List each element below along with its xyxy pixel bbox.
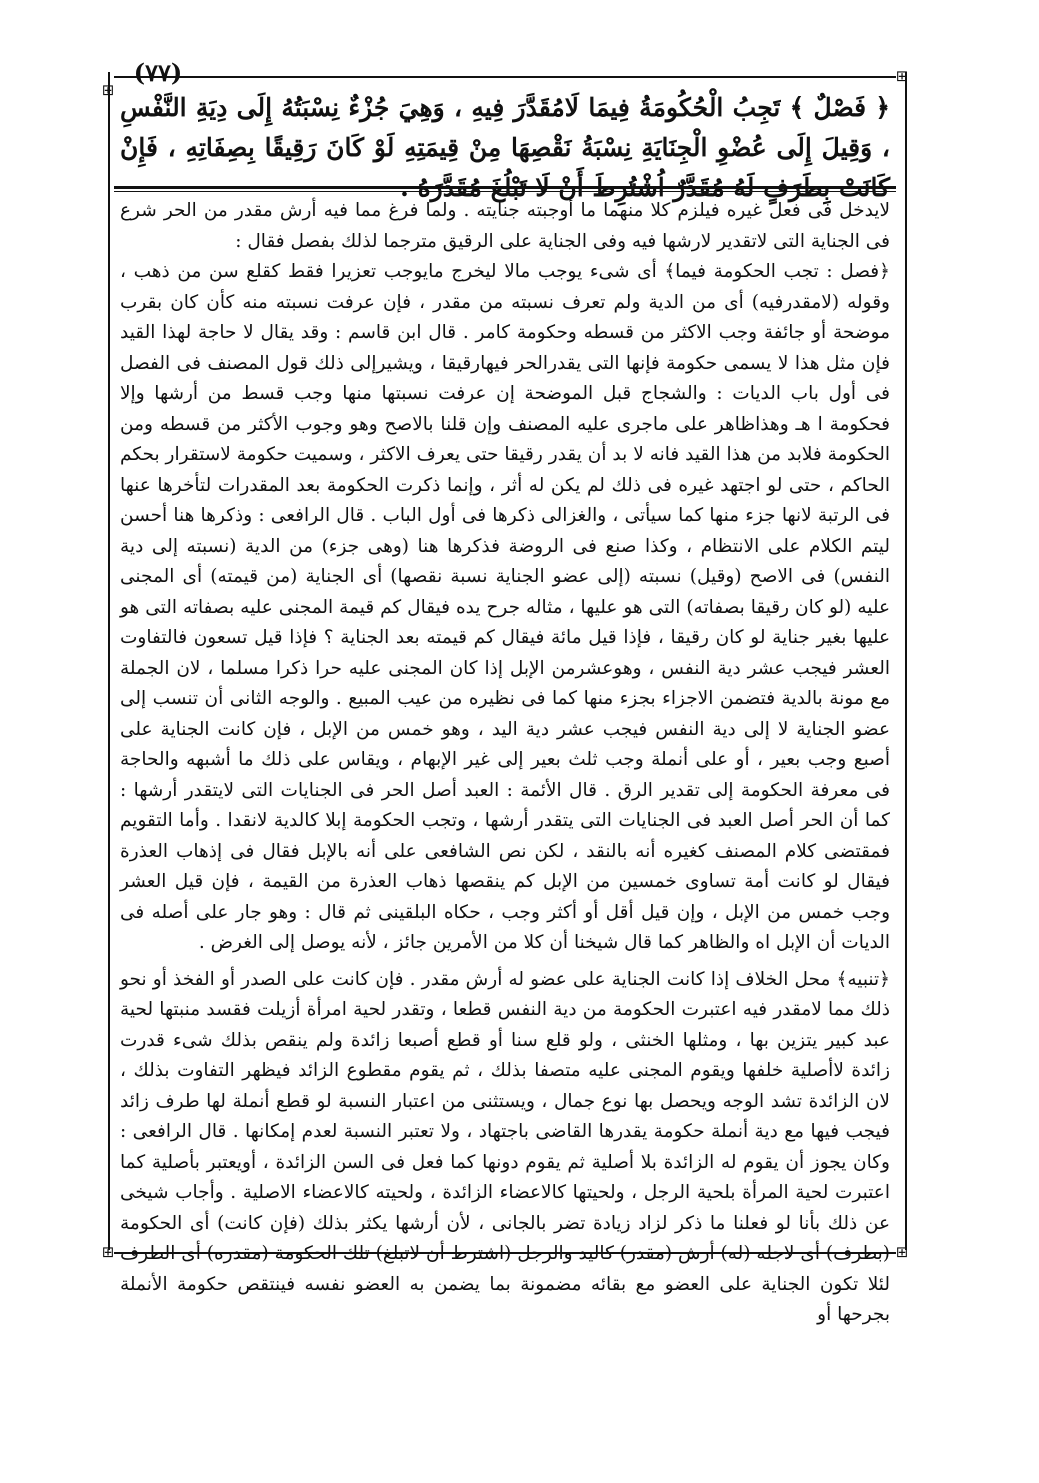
page-number: (٧٧) <box>133 58 183 87</box>
section-separator-thin <box>114 191 896 192</box>
sharh-commentary <box>120 196 890 1325</box>
corner-ornament-icon: ⊞ <box>101 81 115 99</box>
corner-ornament-icon: ⊞ <box>895 67 909 85</box>
corner-ornament-icon: ⊞ <box>895 1243 909 1261</box>
section-separator <box>114 186 896 189</box>
matn-text: ﴿ فَصْلٌ ﴾ تَجِبُ الْحُكُومَةُ فِيمَا لَامُقَدَّرَ فِيهِ ، وَهِيَ جُزْءٌ نِسْبَتُهُ إِلَى دِيَةِ النَّفْسِ ، وَقِيلَ إِلَى عُضْوِ الْجِنَايَةِ نِسْبَةُ نَقْصِهَا مِنْ قِيمَتِهِ لَوْ كَانَ رَقِيقًا بِصِفَاتِهِ ، فَإِنْ كَانَتْ بِطَرَفٍ لَهُ مُقَدَّرٌ اُشْتُرِطَ أَنْ لَا تَبْلُغَ مُقَدَّرَهُ . <box>120 93 890 202</box>
sharh-paragraph: ﴿تنبيه﴾ محل الخلاف إذا كانت الجناية على عضو له أرش مقدر . فإن كانت على الصدر أو الفخذ أو نحو ذلك مما لامقدر فيه اعتبرت الحكومة من دية النفس قطعا ، وتقدر لحية امرأة أزيلت فقسد منبتها لحية عبد كبير يتزين بها ، ومثلها الخنثى ، ولو قلع سنا أو قطع أصبعا زائدة ولم ينقص بذلك شىء قدرت زائدة لاأصلية خلفها ويقوم المجنى عليه متصفا بذلك ، ثم يقوم مقطوع الزائد فيظهر التفاوت بذلك ، لان الزائدة تشد الوجه ويحصل بها نوع جمال ، ويستثنى من اعتبار النسبة لو قطع أنملة لها طرف زائد فيجب فيها مع دية أنملة حكومة يقدرها القاضى باجتهاد ، ولا تعتبر النسبة لعدم إمكانها . قال الرافعى : وكان يجوز أن يقوم له الزائدة بلا أصلية ثم يقوم دونها كما فعل فى السن الزائدة ، أويعتبر بأصلية كما اعتبرت لحية المرأة بلحية الرجل ، ولحيتها كالاعضاء الزائدة ، ولحيته كالاعضاء الاصلية . وأجاب شيخى عن ذلك بأنا لو فعلنا ما ذكر لزاد زيادة تضر بالجانى ، لأن أرشها يكثر بذلك (فإن كانت) أى الحكومة (بطرف) أى لاجله (له) أرش (مقدر) كاليد والرجل (اشترط أن لاتبلغ) تلك الحكومة (مقدره) أى الطرف لئلا تكون الجناية على العضو مع بقائه مضمونة بما يضمن به العضو نفسه فينتقص حكومة الأنملة بجرحها أو <box>120 968 890 1325</box>
sharh-paragraph: ﴿فصل : تجب الحكومة فيما﴾ أى شىء يوجب مالا ليخرج مايوجب تعزيرا فقط كقلع سن من ذهب ، وقوله (لامقدرفيه) أى من الدية ولم تعرف نسبته من مقدر ، فإن عرفت نسبته منه كأن كان بقرب موضحة أو جائفة وجب الاكثر من قسطه وحكومة كامر . قال ابن قاسم : وقد يقال لا حاجة لهذا القيد فإن مثل هذا لا يسمى حكومة فإنها التى يقدرالحر فيهارقيقا ، ويشيرإلى ذلك قول المصنف فى الفصل فى أول باب الديات : والشجاج قبل الموضحة إن عرفت نسبتها منها وجب قسط من أرشها وإلا فحكومة ا هـ وهذاظاهر على ماجرى عليه المصنف وإن قلنا بالاصح وهو وجوب الأكثر من قسطه ومن الحكومة فلابد من هذا القيد فانه لا بد أن يقدر رقيقا حتى يعرف الاكثر ، وسميت حكومة لاستقرار بحكم الحاكم ، حتى لو اجتهد غيره فى ذلك لم يكن له أثر ، وإنما ذكرت الحكومة بعد المقدرات لتأخرها عنها فى الرتبة لانها جزء منها كما سيأتى ، والغزالى ذكرها فى أول الباب . قال الرافعى : وذكرها هنا أحسن ليتم الكلام على الانتظام ، وكذا صنع فى الروضة فذكرها هنا (وهى جزء) من الدية (نسبته إلى دية النفس) فى الاصح (وقيل) نسبته (إلى عضو الجناية نسبة نقصها) أى الجناية (من قيمته) أى المجنى عليه (لو كان رقيقا بصفاته) التى هو عليها ، مثاله جرح يده فيقال كم قيمة المجنى عليه بصفاته التى هو عليها بغير جناية لو كان رقيقا ، فإذا قيل مائة فيقال كم قيمته بعد الجناية ؟ فإذا قيل تسعون فالتفاوت العشر فيجب عشر دية النفس ، وهوعشرمن الإبل إذا كان المجنى عليه حرا ذكرا مسلما ، لان الجملة مع مونة بالدية فتضمن الاجزاء بجزء منها كما فى نظيره من عيب المبيع . والوجه الثانى أن تنسب إلى عضو الجناية لا إلى دية النفس فيجب عشر دية اليد ، وهو خمس من الإبل ، فإن كانت الجناية على أصبع وجب بعير ، أو على أنملة وجب ثلث بعير إلى غير الإبهام ، ويقاس على ذلك ما أشبهه والحاجة فى معرفة الحكومة إلى تقدير الرق . قال الأئمة : العبد أصل الحر فى الجنايات التى لايتقدر أرشها : كما أن الحر أصل العبد فى الجنايات التى يتقدر أرشها ، وتجب الحكومة إبلا كالدية لانقدا . وأما التقويم فمقتضى كلام المصنف كغيره أنه بالنقد ، لكن نص الشافعى على أنه بالإبل فقال فى إذهاب العذرة فيقال لو كانت أمة تساوى خمسين من الإبل كم ينقصها ذهاب العذرة من القيمة ، فإن قيل العشر وجب خمس من الإبل ، وإن قيل أقل أو أكثر وجب ، حكاه البلقينى ثم قال : وهو جار على أصله فى الديات أن الإبل اه والظاهر كما قال شيخنا أن كلا من الأمرين جائز ، لأنه يوصل إلى الغرض . <box>120 261 890 953</box>
corner-ornament-icon: ⊞ <box>101 1243 115 1261</box>
sharh-paragraph: لايدخل فى فعل غيره فيلزم كلا منهما ما أوجبته جنايته . ولما فرغ مما فيه أرش مقدر من الحر شرع فى الجناية التى لاتقدير لارشها فيه وفى الجناية على الرقيق مترجما لذلك بفصل فقال : <box>120 200 890 252</box>
frame-top-rule <box>114 76 896 78</box>
